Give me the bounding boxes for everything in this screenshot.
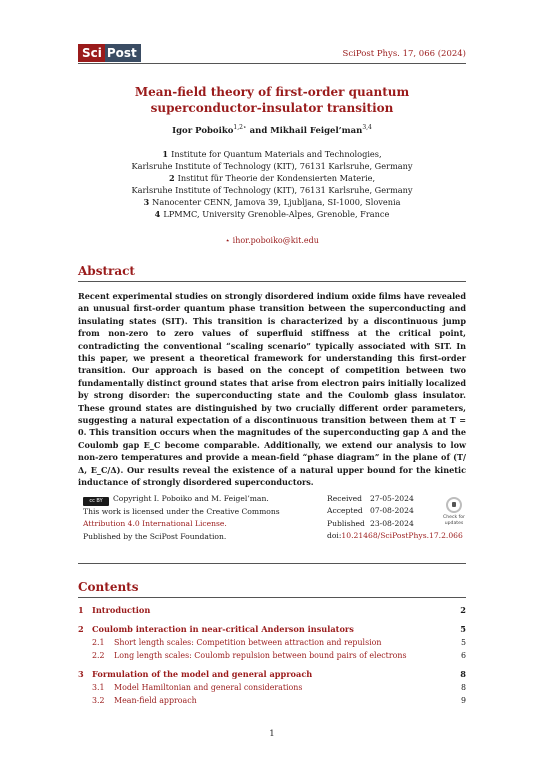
author-1-affil: 1,2⋆ xyxy=(233,124,247,131)
license-block xyxy=(83,493,313,543)
title-line-2: superconductor-insulator transition xyxy=(150,101,394,115)
toc-entry-1[interactable] xyxy=(78,604,466,617)
date-value: 23-08-2024 xyxy=(370,518,414,528)
toc-title: Introduction xyxy=(92,605,151,615)
toc-title: Short length scales: Competition between attraction and repulsion xyxy=(114,638,382,647)
toc-page: 6 xyxy=(460,651,466,660)
badge-label: updates xyxy=(444,520,464,526)
license-divider xyxy=(78,563,466,564)
publisher-line: Published by the SciPost Foundation. xyxy=(83,531,227,541)
affiliation-number: 1 xyxy=(162,149,169,159)
toc-number: 3.1 xyxy=(92,683,105,692)
cc-by-icon[interactable]: cc BY xyxy=(83,497,109,506)
toc-entry-2[interactable] xyxy=(78,623,466,636)
journal-reference[interactable]: SciPost Phys. 17, 066 (2024) xyxy=(342,49,466,59)
author-2-affil: 3,4 xyxy=(362,124,372,131)
affiliation-4 xyxy=(60,208,484,220)
toc-title: Model Hamiltonian and general considerations xyxy=(114,683,303,692)
affiliation-1-cont: Karlsruhe Institute of Technology (KIT), 76131 Karlsruhe, Germany xyxy=(131,161,413,171)
affiliation-number: 4 xyxy=(154,209,161,219)
affiliation-2 xyxy=(60,172,484,184)
toc-title: Coulomb interaction in near-critical Anderson insulators xyxy=(92,624,354,634)
toc-number: 2.2 xyxy=(92,651,105,660)
header-divider xyxy=(78,63,466,64)
doi-label: doi: xyxy=(327,531,342,541)
date-value: 07-08-2024 xyxy=(370,506,414,516)
affiliation-text: LPMMC, University Grenoble-Alpes, Grenoble, France xyxy=(163,209,390,219)
date-label: Published xyxy=(327,518,365,528)
copyright-text: Copyright I. Poboiko and M. Feigel’man. xyxy=(113,494,269,503)
license-line: This work is licensed under the Creative Commons xyxy=(83,507,280,516)
toc-number: 3.2 xyxy=(92,696,105,705)
author-1: Igor Poboiko xyxy=(172,125,234,136)
toc-page: 9 xyxy=(460,696,466,705)
logo-left-text: Sci xyxy=(78,44,105,62)
toc-title: Mean-field approach xyxy=(114,696,197,705)
title-line-1: Mean-field theory of first-order quantum xyxy=(134,85,410,99)
contents-heading: Contents xyxy=(78,580,139,594)
toc-entry-3-2[interactable] xyxy=(78,694,466,707)
date-label: Received xyxy=(327,494,363,503)
toc-number: 2 xyxy=(78,624,84,634)
toc-page: 8 xyxy=(460,683,466,692)
abstract-text: Recent experimental studies on strongly disordered indium oxide films have revealed an unusual first-order quantum phase transition between the superconducting and insulating states (SIT). This transition is characterized by a discontinuous jump from non-zero to zero values of superfluid stiffness at the critical point, contradicting the conventional “scaling scenario” typically associated with SIT. In this paper, we present a theoretical framework for understanding this first-order transition. Our approach is based on the concept of competition between two fundamentally distinct ground states that arise from electron pairs initially localized by strong disorder: the superconducting state and the Coulomb glass insulator. These ground states are distinguished by two crucially different order parameters, suggesting a natural expectation of a discontinuous transition between them at T = 0. This transition occurs when the magnitudes of the superconducting gap Δ and the Coulomb gap E_C become comparable. Additionally, we extend our analysis to low non-zero temperatures and provide a mean-field “phase diagram” in the plane of (T/Δ, E_C/Δ). Our results reveal the existence of a natural upper bound for the kinetic inductance of strongly disordered superconductors. xyxy=(78,291,466,488)
affiliation-1 xyxy=(60,148,484,160)
toc-entry-2-1[interactable] xyxy=(78,636,466,649)
toc-page: 2 xyxy=(460,605,466,615)
abstract-heading: Abstract xyxy=(78,264,135,278)
affiliation-number: 2 xyxy=(168,173,175,183)
crossmark-icon xyxy=(446,497,462,513)
affiliations xyxy=(60,148,484,220)
author-list xyxy=(60,124,484,136)
toc-entry-3[interactable] xyxy=(78,668,466,681)
date-label: Accepted xyxy=(327,506,363,516)
affiliation-number: 3 xyxy=(143,197,150,207)
contents-divider xyxy=(78,597,466,598)
toc-page: 8 xyxy=(460,669,466,679)
toc-page: 5 xyxy=(460,624,466,634)
toc-number: 3 xyxy=(78,669,84,679)
abstract-divider xyxy=(78,281,466,282)
date-value: 27-05-2024 xyxy=(370,494,414,503)
toc-number: 2.1 xyxy=(92,638,105,647)
license-link[interactable]: Attribution 4.0 International License. xyxy=(83,519,227,529)
toc-page: 5 xyxy=(460,638,466,647)
toc-title: Long length scales: Coulomb repulsion between bound pairs of electrons xyxy=(114,651,407,660)
page-number: 1 xyxy=(269,729,275,739)
toc-title: Formulation of the model and general approach xyxy=(92,669,313,679)
toc-entry-2-2[interactable] xyxy=(78,649,466,662)
scipost-logo[interactable] xyxy=(78,44,141,62)
doi-link[interactable]: 10.21468/SciPostPhys.17.2.066 xyxy=(341,531,463,541)
logo-right-text: Post xyxy=(105,44,141,62)
author-conjunction: and xyxy=(246,125,271,136)
doi-line xyxy=(327,530,463,542)
toc-entry-3-1[interactable] xyxy=(78,681,466,694)
affiliation-3 xyxy=(60,196,484,208)
affiliation-text: Institut für Theorie der Kondensierten Materie, xyxy=(177,173,376,183)
author-2: Mikhail Feigel’man xyxy=(270,125,363,136)
copyright-line xyxy=(83,493,313,506)
affiliation-2-cont: Karlsruhe Institute of Technology (KIT), 76131 Karlsruhe, Germany xyxy=(131,185,413,195)
affiliation-text: Nanocenter CENN, Jamova 39, Ljubljana, SI-1000, Slovenia xyxy=(152,197,401,207)
affiliation-text: Institute for Quantum Materials and Technologies, xyxy=(171,149,382,159)
check-for-updates-button[interactable] xyxy=(441,497,467,526)
toc-number: 1 xyxy=(78,605,84,615)
corresponding-email-link[interactable]: ⋆ ihor.poboiko@kit.edu xyxy=(225,236,319,245)
badge-label: Check for xyxy=(443,515,465,520)
paper-title xyxy=(60,84,484,116)
table-of-contents xyxy=(78,604,466,707)
